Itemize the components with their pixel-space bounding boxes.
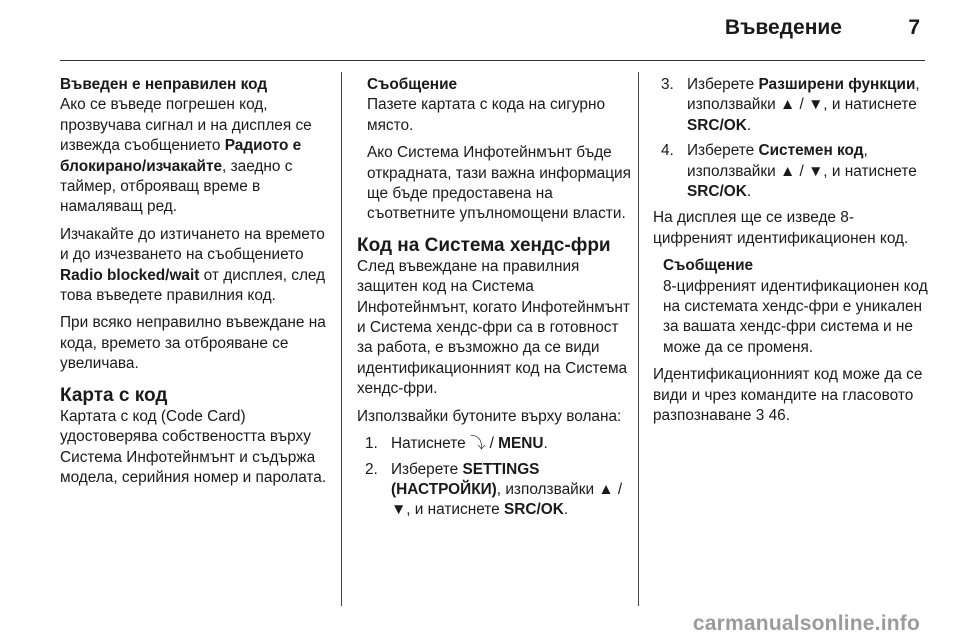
column-3 xyxy=(653,75,929,434)
page-header xyxy=(0,0,960,60)
paragraph-text: , заедно с таймер, отброяващ време в намаляващ ред. xyxy=(60,157,293,216)
step-text: Изберете xyxy=(391,460,463,478)
header-divider xyxy=(60,60,925,61)
paragraph: Използвайки бутоните върху волана: xyxy=(357,407,622,425)
column-1 xyxy=(60,75,334,495)
phone-icon: ⤵ xyxy=(469,435,486,453)
steps-list xyxy=(357,434,631,521)
step-text: Изберете xyxy=(687,142,759,160)
paragraph: Картата с код (Code Card) удостоверява собствеността върху Система Инфотейнмънт и съдържа модела, серийния номер и паролата. xyxy=(60,407,327,486)
paragraph xyxy=(653,365,929,426)
step-text: . xyxy=(543,435,548,453)
step-number: 4. xyxy=(661,142,674,160)
note-text: Пазете картата с кода на сигурно място. xyxy=(367,96,606,134)
list-item xyxy=(653,75,929,136)
step-number: 3. xyxy=(661,76,674,93)
step-text: Изберете xyxy=(687,76,759,93)
paragraph: При всяко неправилно въвеждане на кода, времето за отброяване се увеличава. xyxy=(60,314,326,373)
paragraph-text: Идентификационният код може да се види и чрез командите на гласовото разпознаване xyxy=(653,366,923,425)
column-2 xyxy=(357,75,631,527)
step-number: 1. xyxy=(365,435,378,453)
section-heading: Въведен е неправилен код xyxy=(60,76,268,93)
paragraph-text: Изчакайте до изтичането на времето и до изчезването на съобщението xyxy=(60,225,325,264)
page-reference-icon: 3 xyxy=(755,407,765,425)
step-text: , използвайки ▲ / ▼, и натиснете xyxy=(687,76,920,114)
page-title: Въведение xyxy=(724,16,842,39)
watermark: carmanualsonline.info xyxy=(692,612,920,635)
list-item xyxy=(653,141,929,202)
paragraph-text: Ако се въведе погрешен код, прозвучава сигнал и на дисплея се извежда съобщението xyxy=(60,96,312,155)
step-text: . xyxy=(746,183,752,201)
paragraph-text: от дисплея, след това въведете правилния код. xyxy=(60,266,326,305)
list-item xyxy=(357,460,631,521)
column-divider xyxy=(341,72,342,606)
step-text: . xyxy=(746,116,752,134)
step-text: , използвайки ▲ / ▼, и натиснете xyxy=(687,142,917,180)
display-message: Radio blocked/wait xyxy=(60,266,200,284)
step-text: . xyxy=(563,501,569,519)
note-text: 8-цифреният идентификационен код на системата хендс-фри е уникален за вашата хендс-фри система и не може да се променя. xyxy=(663,277,928,356)
menu-label: Разширени функции xyxy=(758,76,916,93)
menu-label: Системен код xyxy=(758,142,864,160)
step-text: Натиснете xyxy=(391,435,470,453)
button-label: SRC/OK xyxy=(687,116,747,134)
note-box xyxy=(653,256,929,358)
button-label: SRC/OK xyxy=(503,501,564,519)
note-box xyxy=(357,75,631,225)
page-reference: 46. xyxy=(764,407,790,425)
paragraph xyxy=(60,225,334,307)
menu-label: SETTINGS (НАСТРОЙКИ) xyxy=(391,460,540,498)
section-heading-handsfree-code: Код на Система хендс-фри xyxy=(357,234,611,256)
column-divider xyxy=(638,72,639,606)
display-message: Радиото е блокирано/изчакайте xyxy=(60,137,302,175)
note-title: Съобщение xyxy=(663,257,754,275)
list-item xyxy=(357,434,631,454)
paragraph: След въвеждане на правилния защитен код на Система Инфотейнмънт, когато Инфотейнмънт и Система хендс-фри са в готовност за работа, е възможно да се види идентификационният код на Система хендс-фри. xyxy=(357,257,630,398)
section-wrong-code xyxy=(60,75,334,218)
steps-list xyxy=(653,75,929,202)
paragraph: На дисплея ще се изведе 8-цифреният идентификационен код. xyxy=(653,209,909,247)
step-text: / xyxy=(485,435,499,453)
page-number: 7 xyxy=(908,16,920,39)
step-number: 2. xyxy=(365,460,378,478)
button-label: SRC/OK xyxy=(687,183,747,201)
note-title: Съобщение xyxy=(367,76,458,93)
section-heading-code-card: Карта с код xyxy=(60,384,168,406)
note-text: Ако Система Инфотейнмънт бъде открадната, тази важна информация ще бъде предоставена на съответните упълномощени власти. xyxy=(367,144,631,223)
step-text: , използвайки ▲ / ▼, и натиснете xyxy=(391,480,623,519)
button-label: MENU xyxy=(498,435,544,453)
